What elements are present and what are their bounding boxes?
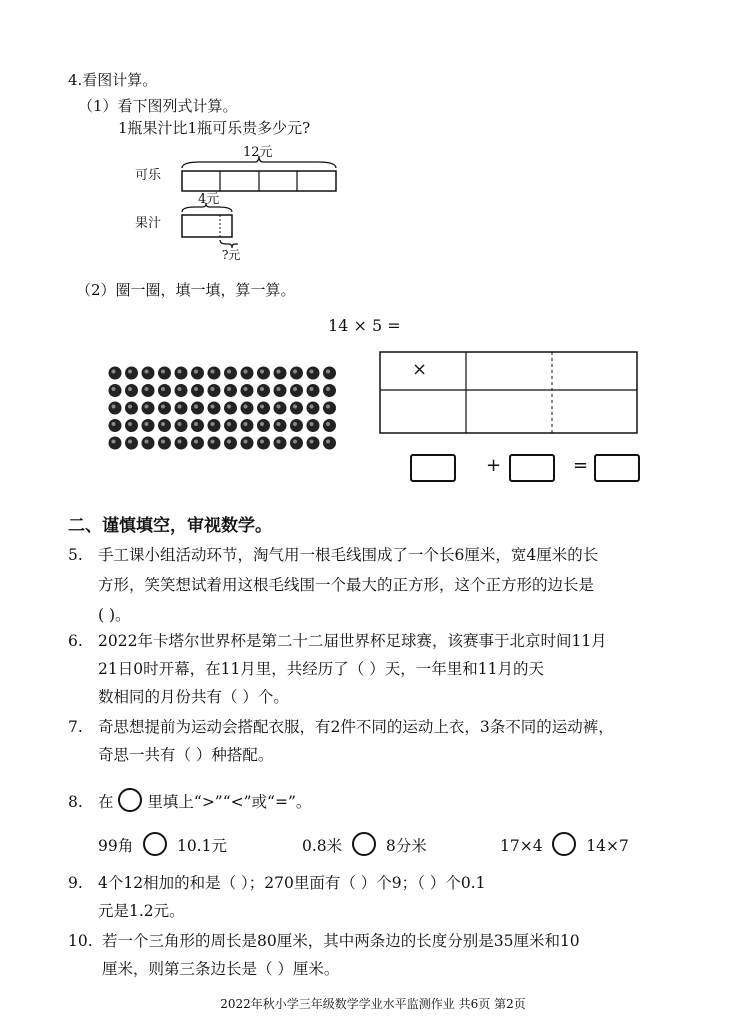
dot-highlight [145,440,149,444]
dot [257,419,270,432]
juice-more-label: 4元 [198,192,220,207]
cola-total-label: 12元 [243,145,273,160]
dot-highlight [112,387,116,391]
dot-highlight [260,405,264,409]
dot [241,384,254,397]
cola-bar [182,171,336,191]
equals-sign: = [573,455,589,476]
dot-highlight [178,387,182,391]
q6-line3[interactable]: 数相同的月份共有（ ）个。 [98,688,289,706]
q6-line1: 2022年卡塔尔世界杯是第二十二届世界杯足球赛，该赛事于北京时间11月 [98,632,607,650]
dot-highlight [310,422,314,426]
dot [274,437,287,450]
answer-box-2[interactable] [509,454,555,482]
q8-item-2-left: 0.8米 [302,837,343,855]
q8-compare-circle-2[interactable] [352,832,376,856]
dot-highlight [260,440,264,444]
dot-highlight [293,405,297,409]
dot [125,402,138,415]
dot [290,384,303,397]
dot-highlight [326,422,330,426]
dot-highlight [326,370,330,374]
page-footer: 2022年秋小学三年级数学学业水平监测作业 共6页 第2页 [220,997,526,1011]
q5-number: 5. [68,546,83,564]
dot-highlight [145,405,149,409]
dot [158,437,171,450]
juice-bar [182,215,232,237]
dot [125,384,138,397]
dot-highlight [178,422,182,426]
section-2-title: 二、谨慎填空，审视数学。 [68,516,272,536]
answer-box-3[interactable] [594,454,640,482]
q7-number: 7. [68,718,83,736]
q8-item-1-right: 10.1元 [176,837,227,855]
dot-highlight [128,387,132,391]
q5-line3[interactable]: ( )。 [98,606,131,624]
dot [191,437,204,450]
dot [224,402,237,415]
dot [142,367,155,380]
q8-pre: 在 [98,793,114,811]
q4-part1-question: 1瓶果汁比1瓶可乐贵多少元? [118,119,311,137]
dot-highlight [128,405,132,409]
dot-highlight [244,440,248,444]
dot [224,384,237,397]
dot-highlight [326,405,330,409]
dot [158,402,171,415]
dot-highlight [260,370,264,374]
dot [191,367,204,380]
dot-highlight [277,405,281,409]
dot-highlight [244,405,248,409]
dot [142,402,155,415]
dot [224,367,237,380]
dot-highlight [194,422,198,426]
dot-highlight [227,370,231,374]
dot-array [109,367,337,450]
dot [191,402,204,415]
dot-highlight [161,422,165,426]
dot-highlight [112,422,116,426]
dot-highlight [260,422,264,426]
dot-highlight [277,387,281,391]
dot [323,437,336,450]
dot [109,402,122,415]
dot-highlight [244,370,248,374]
dot-highlight [310,440,314,444]
dot [175,419,188,432]
dot [191,384,204,397]
dot [208,437,221,450]
dot-highlight [293,422,297,426]
q5-line1: 手工课小组活动环节，淘气用一根毛线围成了一个长6厘米，宽4厘米的长 [98,546,599,564]
q5-line2: 方形，笑笑想试着用这根毛线围一个最大的正方形，这个正方形的边长是 [98,576,595,594]
q9-number: 9. [68,874,83,892]
dot [175,367,188,380]
dot [208,402,221,415]
dot-highlight [161,387,165,391]
juice-total-label: ?元 [222,248,241,262]
dot [191,419,204,432]
dot-highlight [145,387,149,391]
q4-part1-title: （1）看下图列式计算。 [78,97,238,115]
q8-post: 里填上“>”“<”或“=”。 [147,793,312,811]
q10-line1: 若一个三角形的周长是80厘米，其中两条边的长度分别是35厘米和10 [102,932,580,950]
dot-highlight [260,387,264,391]
dot-highlight [277,370,281,374]
dot-highlight [244,387,248,391]
dot [158,367,171,380]
dot [175,384,188,397]
dot [109,367,122,380]
dot [241,402,254,415]
dot-highlight [227,387,231,391]
dot [307,367,320,380]
dot-highlight [211,440,215,444]
dot [290,419,303,432]
q9-line1[interactable]: 4个12相加的和是（ ）；270里面有（ ）个9；（ ）个0.1 [98,874,486,892]
dot-highlight [161,370,165,374]
dot [323,367,336,380]
q8-compare-circle-1[interactable] [143,832,167,856]
dot [290,402,303,415]
dot [224,419,237,432]
dot [142,419,155,432]
grid-mark: × [412,359,428,380]
q8-item-1-left: 99角 [98,837,134,855]
dot [158,419,171,432]
dot [323,419,336,432]
dot-highlight [293,387,297,391]
dot-highlight [211,387,215,391]
dot-highlight [194,370,198,374]
dot [241,437,254,450]
q8-item-3-left: 17×4 [500,837,543,855]
dot [241,419,254,432]
plus-sign: + [486,455,502,476]
dot [142,437,155,450]
dot-highlight [194,440,198,444]
dot-highlight [211,370,215,374]
dot-highlight [178,440,182,444]
q4-part2-title: （2）圈一圈，填一填，算一算。 [76,281,296,299]
dot [257,402,270,415]
q8-item-2-right: 8分米 [385,837,427,855]
q8-item-3-right: 14×7 [586,837,629,855]
answer-box-1[interactable] [410,454,456,482]
juice-label: 果汁 [135,216,162,231]
dot [257,437,270,450]
q8-item-3 [500,832,629,856]
q10-number: 10. [68,932,93,950]
dot-highlight [293,440,297,444]
q8-circle-example [118,788,142,812]
q6-line2[interactable]: 21日0时开幕，在11月里，共经历了（ ）天，一年里和11月的天 [98,660,544,678]
dot-highlight [145,370,149,374]
dot-highlight [128,370,132,374]
dot [274,419,287,432]
q7-line2[interactable]: 奇思一共有（ ）种搭配。 [98,746,274,764]
q8-item-2 [302,832,427,856]
dot [241,367,254,380]
q6-number: 6. [68,632,83,650]
dot [274,402,287,415]
dot-highlight [244,422,248,426]
dot [257,384,270,397]
q4-title: 4.看图计算。 [68,71,158,89]
q8-number: 8. [68,793,83,811]
dot-highlight [161,405,165,409]
dot-highlight [112,405,116,409]
dot-highlight [178,370,182,374]
dot-highlight [161,440,165,444]
dot-highlight [194,405,198,409]
dot [109,384,122,397]
dot-highlight [178,405,182,409]
dot [175,437,188,450]
dot [307,437,320,450]
dot-highlight [211,405,215,409]
dot-highlight [310,370,314,374]
dot [307,384,320,397]
dot [125,437,138,450]
dot-highlight [326,387,330,391]
dot [290,367,303,380]
q8-item-1 [98,832,227,856]
dot-highlight [128,422,132,426]
q7-line1: 奇思想提前为运动会搭配衣服，有2件不同的运动上衣，3条不同的运动裤， [98,718,614,736]
dot [224,437,237,450]
dot [109,437,122,450]
dot-highlight [277,440,281,444]
dot-highlight [227,440,231,444]
dot [208,419,221,432]
q4-equation: 14 × 5 = [328,316,401,335]
dot [208,384,221,397]
q10-line2[interactable]: 厘米，则第三条边长是（ ）厘米。 [102,960,340,978]
q9-line2: 元是1.2元。 [98,902,185,920]
dot [125,419,138,432]
dot [323,402,336,415]
dot [274,384,287,397]
dot-highlight [310,405,314,409]
dot-highlight [145,422,149,426]
dot-highlight [227,405,231,409]
dot-highlight [293,370,297,374]
dot-highlight [112,440,116,444]
dot-highlight [211,422,215,426]
dot [307,419,320,432]
dot-highlight [310,387,314,391]
dot [307,402,320,415]
q8-compare-circle-3[interactable] [552,832,576,856]
dot [290,437,303,450]
dot [208,367,221,380]
dot-highlight [194,387,198,391]
dot [158,384,171,397]
dot [274,367,287,380]
dot [125,367,138,380]
dot [175,402,188,415]
dot-highlight [277,422,281,426]
dot [142,384,155,397]
dot-highlight [326,440,330,444]
dot [323,384,336,397]
dot-highlight [128,440,132,444]
dot [257,367,270,380]
dot [109,419,122,432]
dot-highlight [227,422,231,426]
cola-label: 可乐 [135,168,162,183]
dot-highlight [112,370,116,374]
